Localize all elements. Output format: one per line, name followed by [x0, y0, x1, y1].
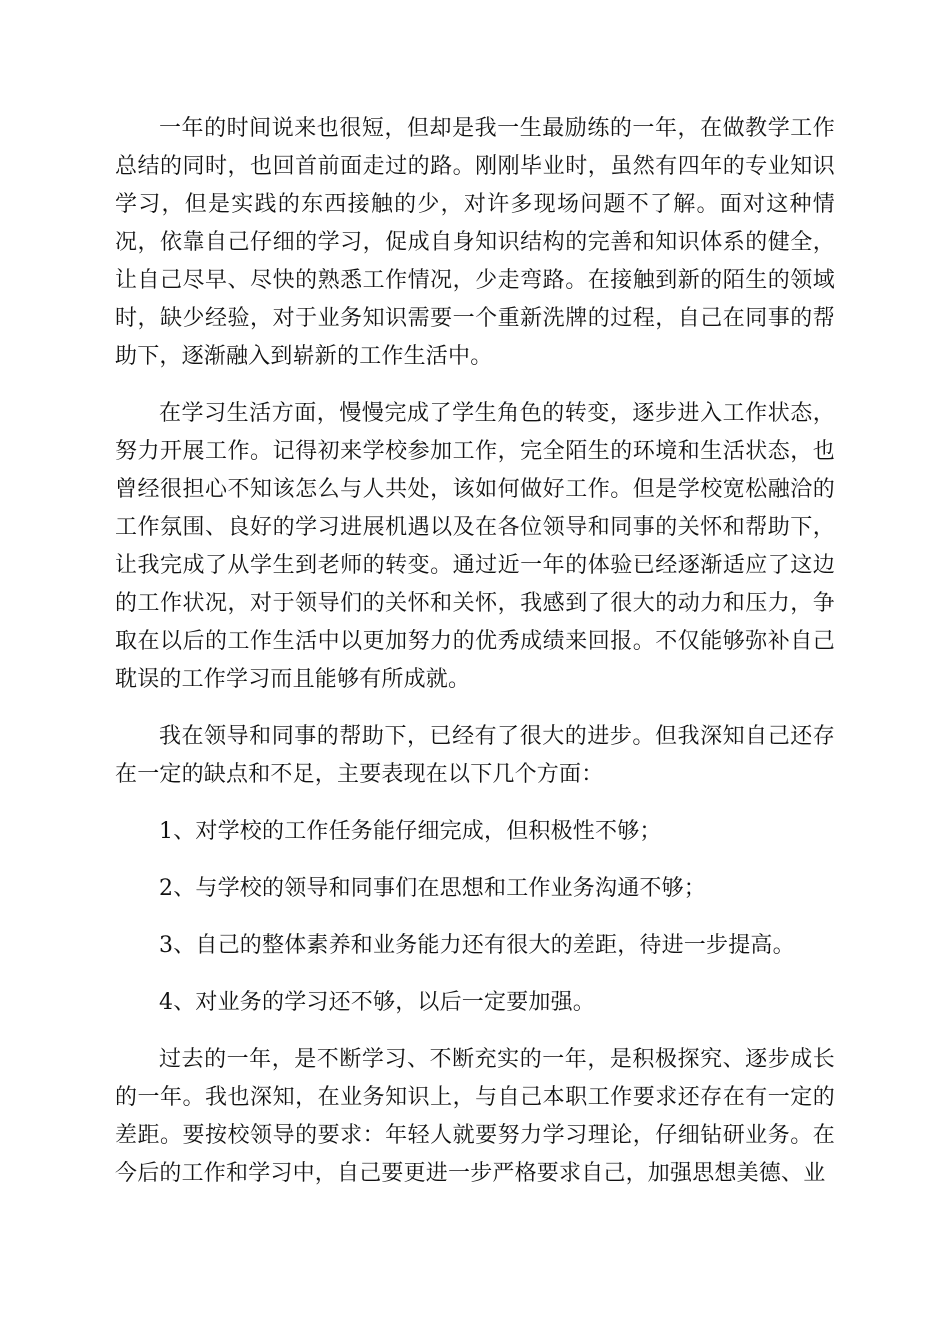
- list-item-3: 3、自己的整体素养和业务能力还有很大的差距，待进一步提高。: [159, 933, 795, 958]
- paragraph-4: 过去的一年，是不断学习、不断充实的一年，是积极探究、逐步成长的一年。我也深知，在业务知识上，与自己本职工作要求还存在有一定的差距。要按校领导的要求：年轻人就要努力学习理论，仔细钻研业务。在今后的工作和学习中，自己要更进一步严格要求自己，加强思想美德、业: [115, 1047, 835, 1186]
- paragraph-2: 在学习生活方面，慢慢完成了学生角色的转变，逐步进入工作状态，努力开展工作。记得初来学校参加工作，完全陌生的环境和生活状态，也曾经很担心不知该怎么与人共处，该如何做好工作。但是学校宽松融洽的工作氛围、良好的学习进展机遇以及在各位领导和同事的关怀和帮助下，让我完成了从学生到老师的转变。通过近一年的体验已经逐渐适应了这边的工作状况，对于领导们的关怀和关怀，我感到了很大的动力和压力，争取在以后的工作生活中以更加努力的优秀成绩来回报。不仅能够弥补自己耽误的工作学习而且能够有所成就。: [115, 401, 835, 692]
- list-item-2: 2、与学校的领导和同事们在思想和工作业务沟通不够；: [159, 876, 706, 901]
- paragraph-1: 一年的时间说来也很短，但却是我一生最励练的一年，在做教学工作总结的同时，也回首前面走过的路。刚刚毕业时，虽然有四年的专业知识学习，但是实践的东西接触的少，对许多现场问题不了解。面对这种情况，依靠自己仔细的学习，促成自身知识结构的完善和知识体系的健全，让自己尽早、尽快的熟悉工作情况，少走弯路。在接触到新的陌生的领域时，缺少经验，对于业务知识需要一个重新洗牌的过程，自己在同事的帮助下，逐渐融入到崭新的工作生活中。: [115, 116, 835, 369]
- list-item-1: 1、对学校的工作任务能仔细完成，但积极性不够；: [159, 819, 662, 844]
- list-item-4: 4、对业务的学习还不够，以后一定要加强。: [159, 990, 595, 1015]
- document-body: [115, 110, 835, 1212]
- paragraph-3: 我在领导和同事的帮助下，已经有了很大的进步。但我深知自己还存在一定的缺点和不足，主要表现在以下几个方面：: [115, 724, 835, 787]
